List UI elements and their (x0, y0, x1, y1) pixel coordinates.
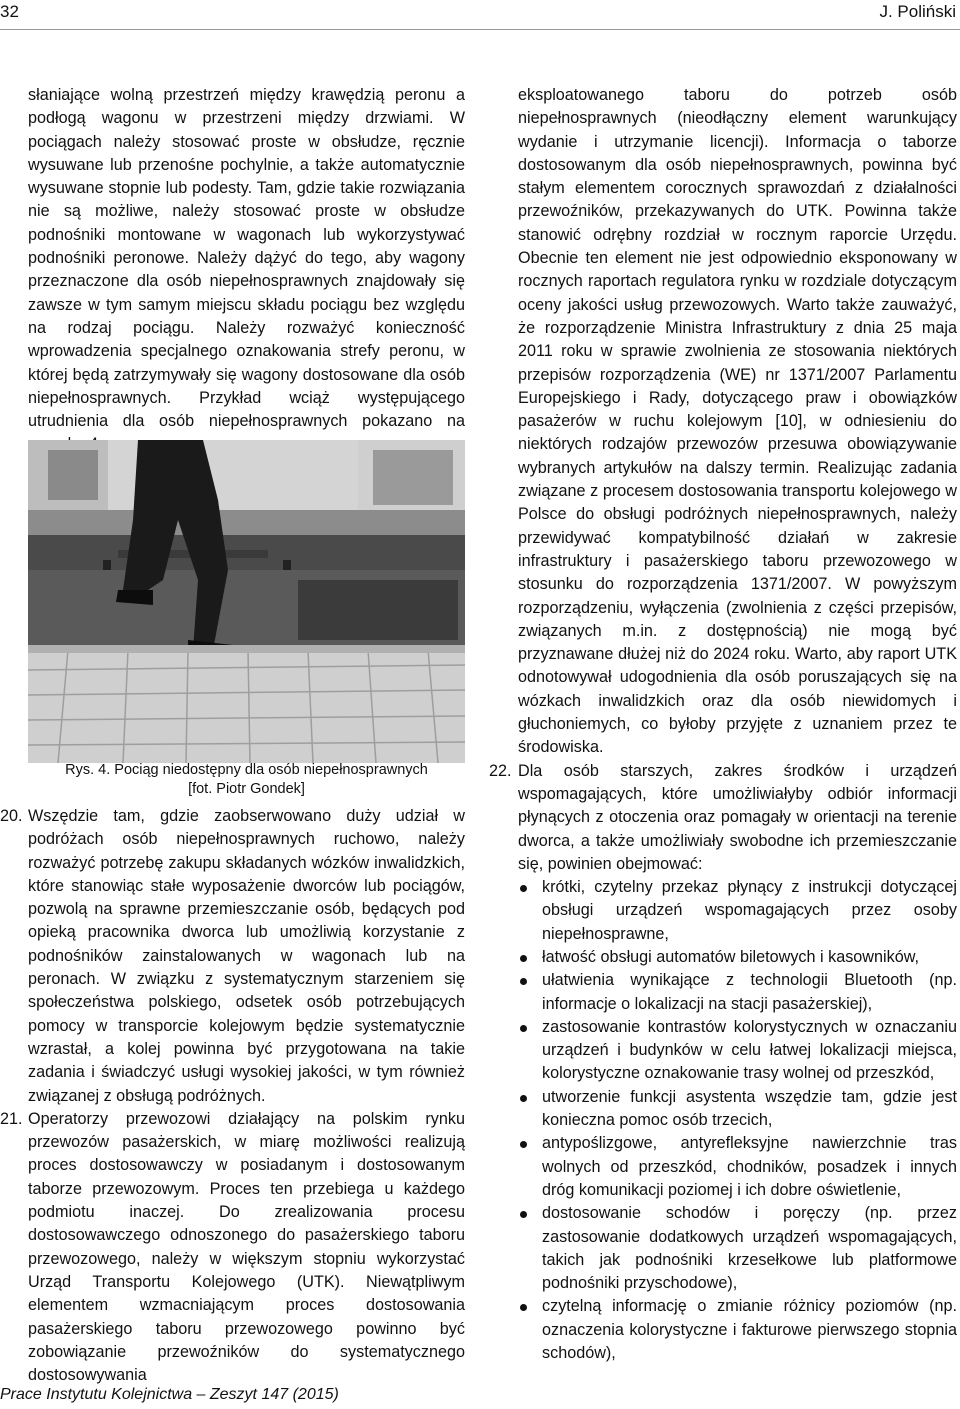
list-item (489, 760, 957, 1366)
paragraph: eksploatowanego taboru do potrzeb osób niepełnosprawnych (nieodłączny element warunkujący wydanie i utrzymanie licencji). Informacja o taborze dostosowanym dla osób niepełnosprawnych, powinna być stałym elementem corocznych sprawozdań z działalności przewoźników, przekazywanych do UTK. Powinna także stanowić odrębny rozdział w rocznym raporcie Urzędu. Obecnie ten element nie jest odpowiednio eksponowany w rocznych raportach regulatora rynku w rozdziale dotyczącym oceny jakości usług przewozowych. Warto także zauważyć, że rozporządzenie Ministra Infrastruktury z dnia 25 maja 2011 roku w sprawie zwolnienia ze stosowania niektórych przepisów rozporządzenia (WE) nr 1371/2007 Parlamentu Europejskiego i Rady, dotyczącego praw i obowiązków pasażerów w ruchu kolejowym [10], w odniesieniu do niektórych rodzajów przewozów przesuwa obowiązywanie wybranych artykułów na dalszy termin. Realizując zadania związane z procesem dostosowania transportu kolejowego w Polsce do obsługi podróżnych niepełnosprawnych, należy przewidywać kompatybilność działań w zakresie infrastruktury i pasażerskiego taboru przewozowego w stosunku do rozporządzenia 1371/2007. W powyższym rozporządzeniu, wyłączenia (zwolnienia z części przepisów, związanych m.in. z dostępnością) nie mogą być przyznawane dłużej niż do 2024 roku. Warto, aby raport UTK odnotowywał udogodnienia dla osób poruszających się na wózkach inwalidzkich oraz dla osób niewidomych i głuchoniemych, co byłoby przyjęte z uznaniem przez te środowiska. (518, 86, 957, 757)
running-header-author: J. Poliński (879, 2, 956, 21)
bullet-icon (520, 978, 527, 985)
page-footer: Prace Instytutu Kolejnictwa – Zeszyt 147 (2015) (0, 1386, 339, 1403)
item-text: Dla osób starszych, zakres środków i urządzeń wspomagających, które umożliwiałyby odbiór informacji płynących z otoczenia oraz pomagały w orientacji na terenie dworca, a także umożliwiały swobodne ich przemieszczanie się, powinien obejmować: (518, 761, 957, 873)
bullet-icon (520, 1095, 527, 1102)
bullet-item: dostosowanie schodów i poręczy (np. przez zastosowanie dodatkowych urządzeń wspomagających, takich jak podnośniki krzesełkowe lub platformowe podnośniki przyschodowe), (518, 1202, 957, 1295)
numbered-list-left (0, 805, 465, 1387)
right-column-text (489, 84, 957, 1365)
bullet-icon (520, 1141, 527, 1148)
item-number: 22. (489, 761, 512, 780)
bullet-item: antypoślizgowe, antyrefleksyjne nawierzchnie tras wolnych od przeszkód, chodników, posadzek i innych dróg komunikacji poziomej i ich dobre oświetlenie, (518, 1132, 957, 1202)
item-number: 20. (0, 807, 23, 825)
list-item (0, 1108, 465, 1388)
bullet-icon (520, 1211, 527, 1218)
bullet-icon (520, 955, 527, 962)
header-rule (0, 29, 960, 30)
page-number: 32 (0, 2, 19, 21)
bullet-icon (520, 1025, 527, 1032)
bullet-icon (520, 885, 527, 892)
bullet-list (518, 876, 957, 1365)
figure-photo (28, 440, 465, 763)
caption-credit: [fot. Piotr Gondek] (188, 781, 305, 797)
list-item (0, 805, 465, 1108)
item-number: 21. (0, 1109, 23, 1128)
bullet-item: utworzenie funkcji asystenta wszędzie tam, gdzie jest konieczna pomoc osób trzecich, (518, 1086, 957, 1133)
item-text: Wszędzie tam, gdzie zaobserwowano duży udział w podróżach osób niepełnosprawnych ruchowo, należy rozważyć potrzebę zakupu składanych wózków inwalidzkich, które stanowiąc stałe wyposażenie dworców lub pociągów, pozwolą na sprawne przemieszczanie osób, będących pod opieką pracownika dworca lub umożliwią korzystanie z podnośników zainstalowanych w wagonach lub na peronach. W związku z systematycznym starzeniem się społeczeństwa polskiego, odsetek osób potrzebujących pomocy w transporcie kolejowym będzie systematycznie wzrastał, a kolej powinna być przygotowana na takie zadania i świadczyć usługi wysokiej jakości, w tym również związanej z obsługą podróżnych. (28, 807, 465, 1105)
bullet-item: łatwość obsługi automatów biletowych i kasowników, (518, 946, 957, 969)
paragraph: słaniające wolną przestrzeń między krawędzią peronu a podłogą wagonu w przestrzeni między drzwiami. W pociągach należy stosować proste w obsłudze, ręcznie wysuwane lub przenośne pochylnie, a także automatycznie wysuwane stopnie lub podesty. Tam, gdzie takie rozwiązania nie są możliwe, należy stosować proste w obsłudze podnośniki montowane w wagonach lub wykorzystywać podnośniki peronowe. Należy dążyć do tego, aby wagony przeznaczone dla osób niepełnosprawnych znajdowały się zawsze w tym samym miejscu składu pociągu bez względu na rodzaj pociągu. Należy rozważyć konieczność wprowadzenia specjalnego oznakowania strefy peronu, w której będą zatrzymywały się wagony dostosowane dla osób niepełnosprawnych. Przykład wciąż występującego utrudnienia dla osób niepełnosprawnych pokazano na (28, 86, 465, 431)
caption-title: Rys. 4. Pociąg niedostępny dla osób niepełnosprawnych (65, 762, 428, 778)
bullet-item: krótki, czytelny przekaz płynący z instrukcji dotyczącej obsługi urządzeń wspomagających przez osoby niepełnosprawne, (518, 876, 957, 946)
train-photo-illustration (28, 440, 465, 763)
bullet-item: czytelną informację o zmianie różnicy poziomów (np. oznaczenia kolorystyczne i fakturowe pierwszego stopnia schodów), (518, 1295, 957, 1365)
left-column-text (28, 84, 465, 457)
bullet-item: ułatwienia wynikające z technologii Bluetooth (np. informacje o lokalizacji na stacji pasażerskiej), (518, 969, 957, 1016)
bullet-icon (520, 1304, 527, 1311)
figure-caption (28, 761, 465, 799)
item-text: Operatorzy przewozowi działający na polskim rynku przewozów pasażerskich, w miarę możliwości realizują proces dostosowawczy w posiadanym i dostosowanym taborze przewozowym. Proces ten przebiega u każdego podmiotu inaczej. Do zrealizowania procesu dostosowawczego odnoszonego do pasażerskiego taboru przewozowego, należy w większym stopniu wykorzystać Urząd Transportu Kolejowego (UTK). Niewątpliwym elementem wzmacniającym proces dostosowania pasażerskiego taboru przewozowego powinno być zobowiązanie przewoźników do systematycznego dostosowywania (28, 1109, 465, 1385)
bullet-item: zastosowanie kontrastów kolorystycznych w oznaczaniu urządzeń i budynków w celu łatwej lokalizacji miejsca, kolorystyczne oznakowanie trasy wolnej od przeszkód, (518, 1016, 957, 1086)
